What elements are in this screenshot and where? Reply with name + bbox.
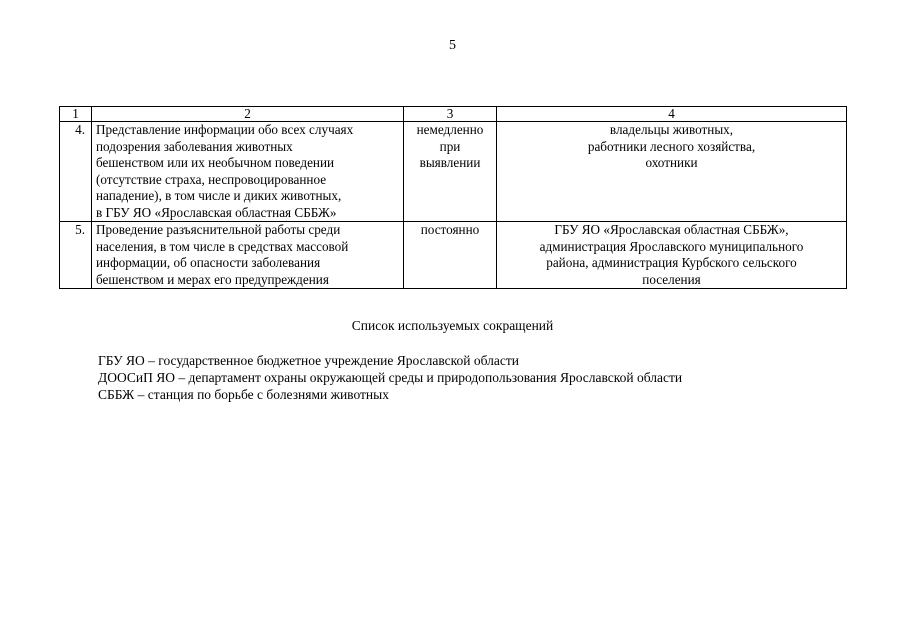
table-row (60, 222, 847, 289)
column-header: 1 (60, 107, 92, 122)
page-number: 5 (449, 38, 456, 53)
event-line: в ГБУ ЯО «Ярославская областная СББЖ» (96, 204, 337, 220)
event-line: Проведение разъяснительной работы среди (96, 222, 341, 237)
event-line: населения, в том числе в средствах массовой (96, 238, 349, 254)
term-line: постоянно (420, 222, 480, 237)
abbreviations-list (98, 352, 682, 403)
column-header: 2 (92, 107, 404, 122)
event-cell (92, 222, 404, 289)
executor-line: района, администрация Курбского сельского (546, 255, 797, 270)
term-line: выявлении (419, 155, 481, 170)
executor-line: ГБУ ЯО «Ярославская областная СББЖ», (554, 222, 789, 237)
abbreviation-item: ГБУ ЯО – государственное бюджетное учреждение Ярославской области (98, 353, 519, 368)
row-number: 4. (60, 122, 92, 222)
table-row (60, 122, 847, 222)
term-line: немедленно (416, 122, 484, 137)
event-line: бешенством или их необычном поведении (96, 155, 335, 170)
row-number: 5. (60, 222, 92, 289)
column-header: 4 (497, 107, 847, 122)
event-line: информации, об опасности заболевания (96, 255, 321, 270)
executor-cell (497, 122, 847, 222)
term-line: при (439, 138, 461, 154)
event-line: подозрения заболевания животных (96, 138, 293, 154)
event-cell (92, 122, 404, 222)
column-header: 3 (404, 107, 497, 122)
term-cell (404, 222, 497, 289)
executor-line: охотники (645, 155, 698, 170)
event-line: (отсутствие страха, неспровоцированное (96, 171, 327, 187)
term-cell (404, 122, 497, 222)
executor-line: работники лесного хозяйства, (587, 138, 756, 154)
event-line: нападение), в том числе и диких животных, (96, 188, 342, 203)
table-header-row (60, 107, 847, 122)
executor-line: поселения (642, 271, 701, 287)
abbreviation-item: ДООСиП ЯО – департамент охраны окружающей среды и природопользования Ярославской области (98, 370, 683, 385)
abbreviation-item: СББЖ – станция по борьбе с болезнями животных (98, 387, 389, 402)
measures-table (59, 106, 847, 289)
executor-cell (497, 222, 847, 289)
event-line: бешенством и мерах его предупреждения (96, 271, 329, 287)
event-line: Представление информации обо всех случаях (96, 122, 354, 137)
executor-line: владельцы животных, (609, 122, 734, 137)
executor-line: администрация Ярославского муниципального (539, 238, 804, 254)
abbreviations-title: Список используемых сокращений (351, 318, 554, 333)
